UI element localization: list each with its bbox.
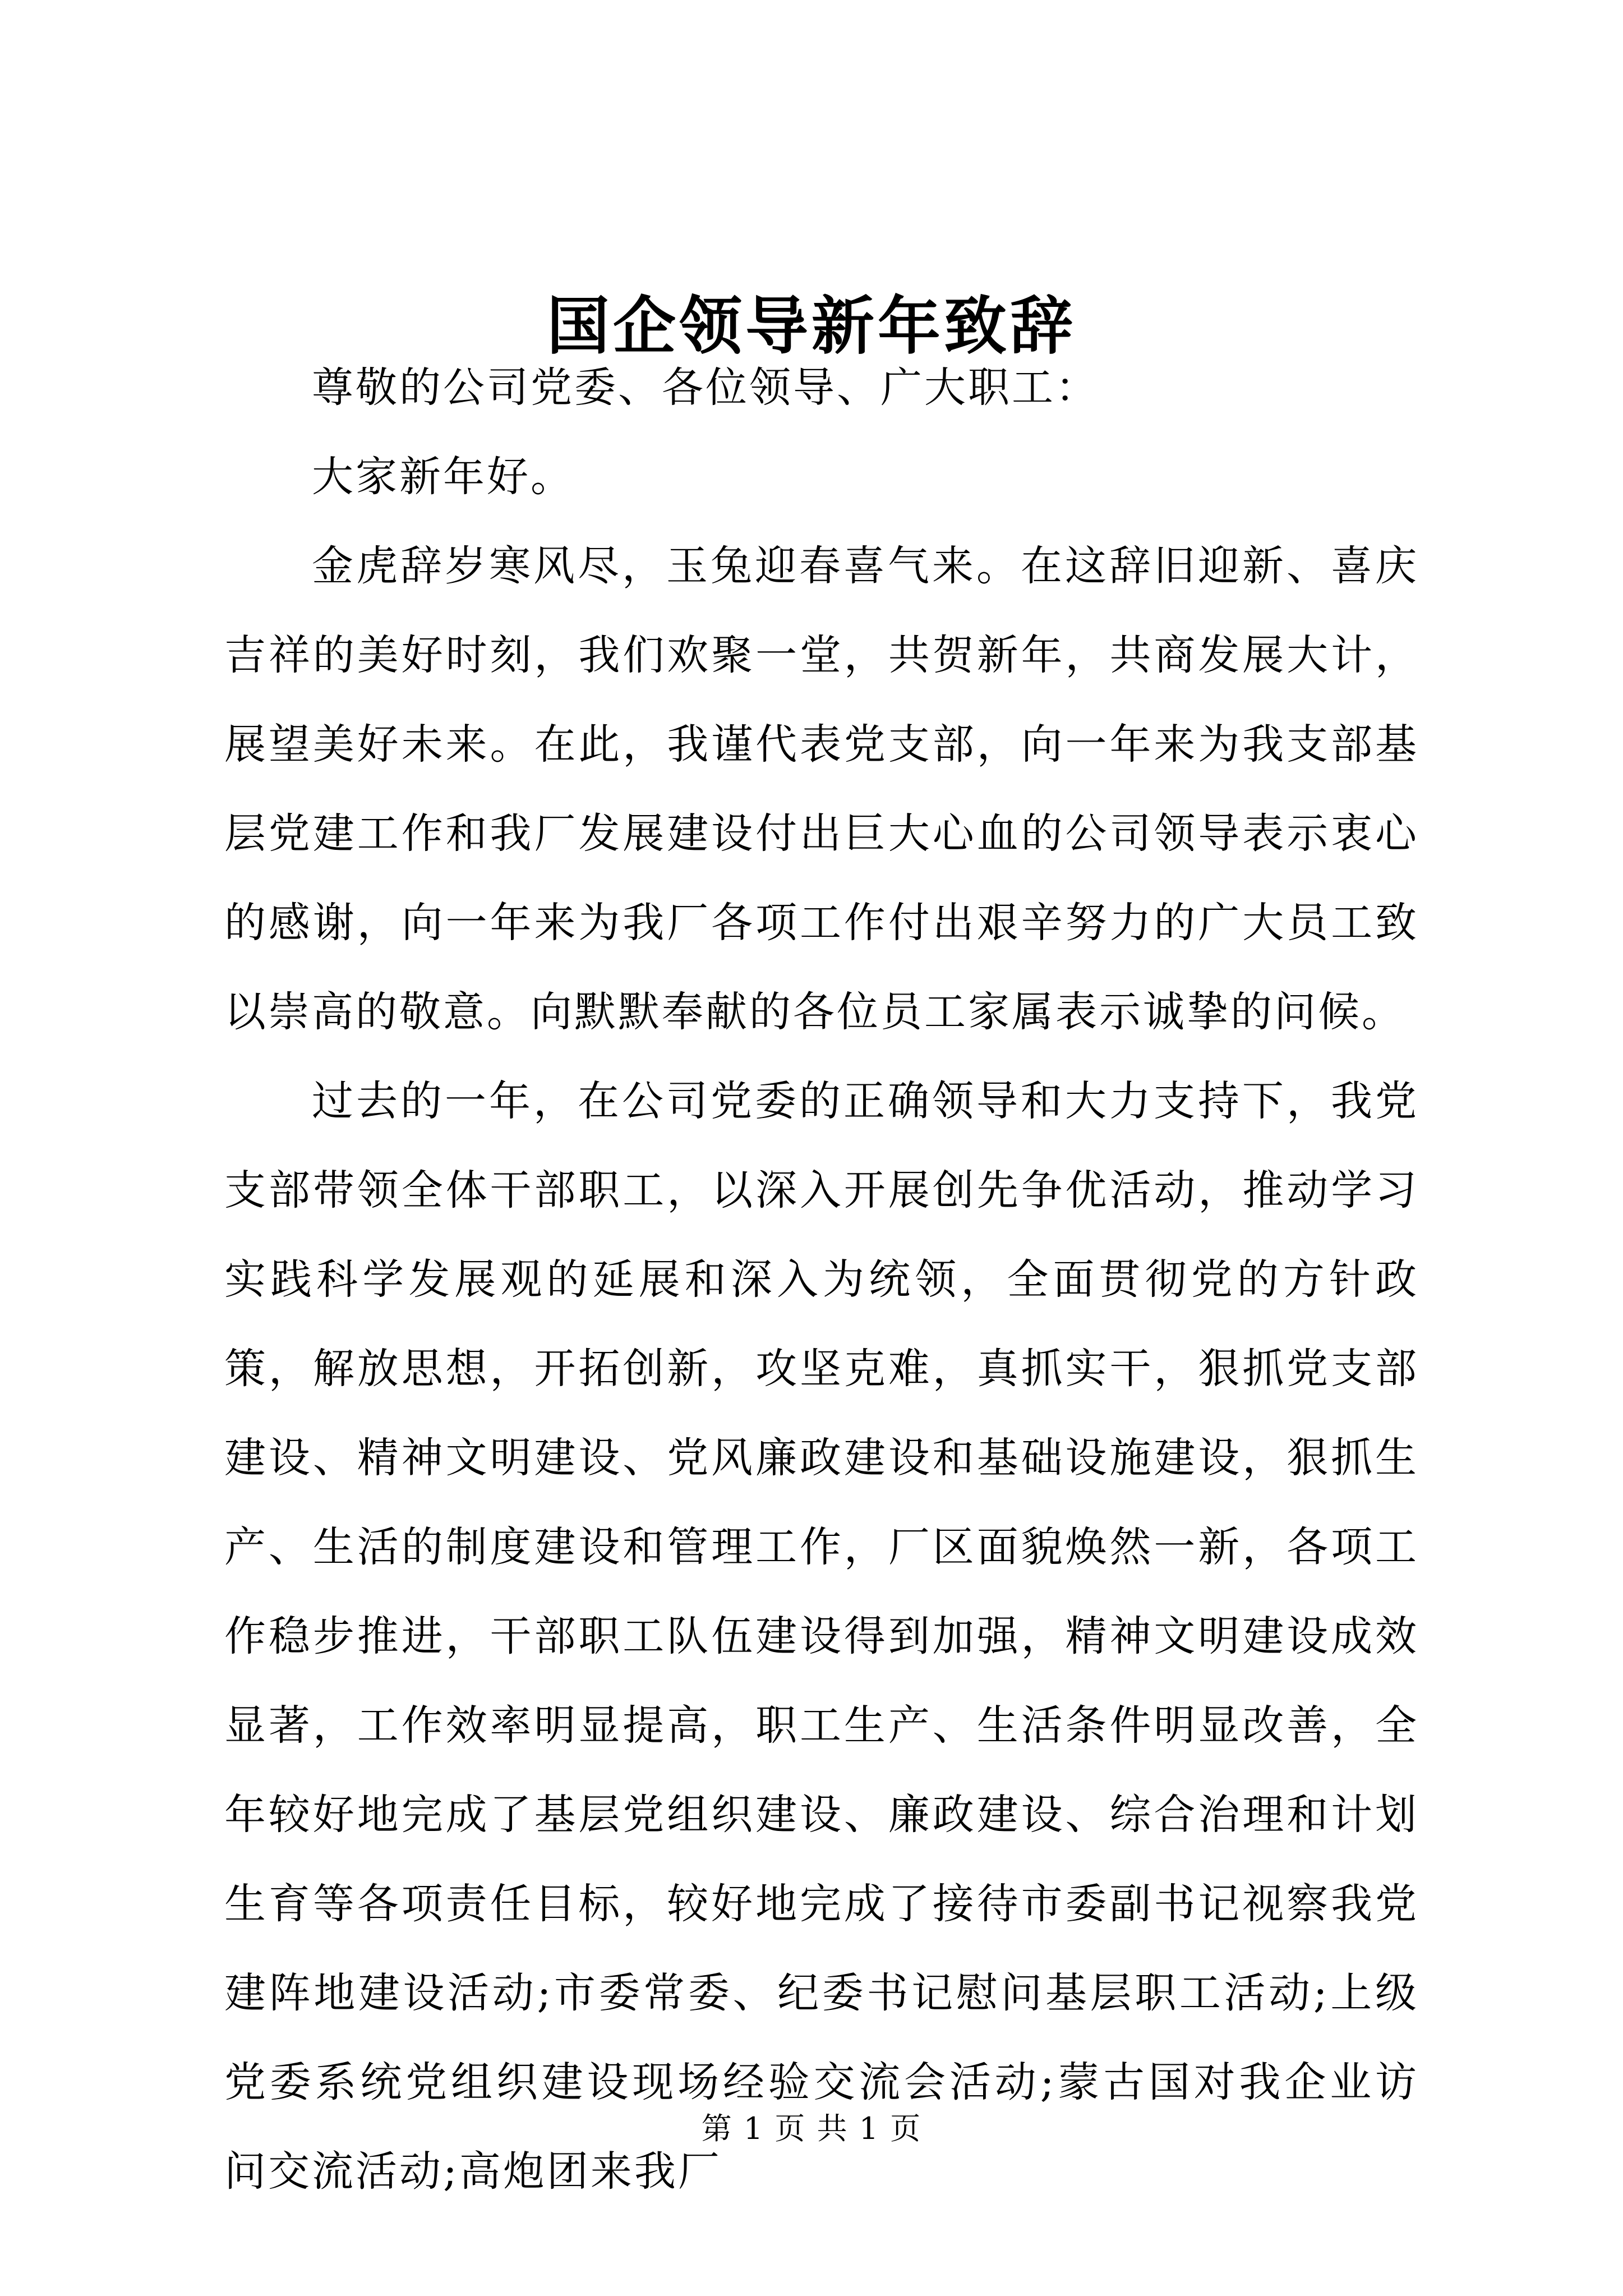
review-paragraph: 过去的一年，在公司党委的正确领导和大力支持下，我党支部带领全体干部职工，以深入开展创先争优活动，推动学习实践科学发展观的延展和深入为统领，全面贯彻党的方针政策，解放思想，开拓创新，攻坚克难，真抓实干，狠抓党支部建设、精神文明建设、党风廉政建设和基础设施建设，狠抓生产、生活的制度建设和管理工作，厂区面貌焕然一新，各项工作稳步推进，干部职工队伍建设得到加强，精神文明建设成效显著，工作效率明显提高，职工生产、生活条件明显改善，全年较好地完成了基层党组织建设、廉政建设、综合治理和计划生育等各项责任目标，较好地完成了接待市委副书记视察我党建阵地建设活动;市委常委、纪委书记慰问基层职工活动;上级党委系统党组织建设现场经验交流会活动;蒙古国对我企业访问交流活动;高炮团来我厂 [224, 1077, 1419, 2196]
opening-paragraph: 金虎辞岁寒风尽，玉兔迎春喜气来。在这辞旧迎新、喜庆吉祥的美好时刻，我们欢聚一堂，共贺新年，共商发展大计，展望美好未来。在此，我谨代表党支部，向一年来为我支部基层党建工作和我厂发展建设付出巨大心血的公司领导表示衷心的感谢，向一年来为我厂各项工作付出艰辛努力的广大员工致以崇高的敬意。向默默奉献的各位员工家属表示诚挚的问候。 [224, 542, 1419, 1036]
document-body [224, 343, 1419, 2216]
document-title: 国企领导新年致辞 [547, 289, 1076, 363]
salutation-paragraph: 尊敬的公司党委、各位领导、广大职工： [312, 364, 1099, 412]
page-footer: 第 1 页 共 1 页 [701, 2111, 922, 2146]
greeting-paragraph: 大家新年好。 [312, 453, 574, 501]
